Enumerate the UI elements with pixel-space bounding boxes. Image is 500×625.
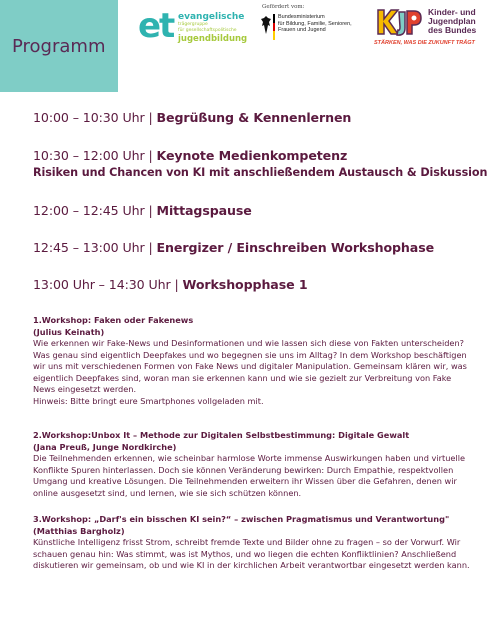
schedule-title: Workshopphase 1	[182, 277, 308, 292]
german-flag-icon	[273, 14, 275, 40]
ministry-line1: Bundesministerium	[278, 14, 325, 20]
schedule-subtitle: Risiken und Chancen von KI mit anschließendem Austausch & Diskussion	[33, 166, 488, 179]
kjp-logo	[372, 6, 496, 52]
et-logo-line2: trägergruppe	[178, 22, 208, 27]
workshop-lead: (Jana Preuß, Junge Nordkirche)	[33, 441, 177, 452]
ministry-line3: Frauen und Jugend	[278, 27, 326, 33]
schedule-title: Mittagspause	[156, 203, 252, 218]
schedule-time: 10:30 – 12:00 Uhr |	[33, 148, 157, 163]
workshop-lead: (Julius Keinath)	[33, 326, 105, 337]
workshop-description: Künstliche Intelligenz frisst Strom, schreibt fremde Texte und Bilder ohne zu fragen – so der Vorwurf. Wir schauen genau hin: Was stimmt, was ist Mythos, und wo liegen die echten Konfliktlinien? Anschließend diskutieren wir gemeinsam, ob und wie KI in der kirchlichen Arbeit verantwortbar eingesetzt werden kann.	[33, 537, 470, 570]
schedule-time: 10:00 – 10:30 Uhr |	[33, 110, 157, 125]
workshop-title: 1.Workshop: Faken oder Fakenews	[33, 315, 194, 325]
schedule-title: Keynote Medienkompetenz	[156, 148, 348, 163]
kjp-mark-icon	[374, 6, 424, 38]
ministry-logo	[260, 14, 360, 50]
workshop-description: Die Teilnehmenden erkennen, wie scheinbar harmlose Worte immense Auswirkungen haben und virtuelle Konflikte Spuren hinterlassen. Doch sie können Veränderung bewirken: Durch Empathie, respektvollen Umgang und kreative Lösungen. Die Teilnehmenden erweitern ihr Wissen über die Gefahren, denen wir online ausgesetzt sind, und lernen, wie sie sich schützen können.	[33, 453, 466, 498]
kjp-line3: des Bundes	[428, 25, 477, 35]
eagle-icon	[260, 14, 272, 36]
workshop-title: 2.Workshop:Unbox It – Methode zur Digitalen Selbstbestimmung: Digitale Gewalt	[33, 430, 410, 440]
workshop-2	[33, 430, 473, 499]
schedule-title: Energizer / Einschreiben Workshophase	[156, 240, 435, 255]
page-title: Programm	[12, 36, 106, 57]
schedule-time: 13:00 Uhr – 14:30 Uhr |	[33, 277, 183, 292]
et-mark-text: et	[138, 6, 174, 46]
title-banner	[0, 0, 118, 92]
schedule-item	[33, 277, 308, 292]
kjp-slogan: STÄRKEN, WAS DIE ZUKUNFT TRÄGT	[374, 40, 475, 46]
et-logo-mark	[138, 8, 173, 44]
schedule-item	[33, 148, 487, 179]
et-logo-line1: evangelische	[178, 12, 245, 22]
schedule-title: Begrüßung & Kennenlernen	[156, 110, 352, 125]
schedule-item	[33, 203, 252, 218]
funding-label: Gefördert vom:	[262, 4, 305, 10]
et-logo-line4: jugendbildung	[178, 34, 248, 44]
workshop-note: Hinweis: Bitte bringt eure Smartphones vollgeladen mit.	[33, 395, 264, 406]
workshop-title: 3.Workshop: „Darf's ein bisschen KI sein?“ – zwischen Pragmatismus und Verantwortung"	[33, 514, 450, 524]
workshop-3	[33, 514, 473, 572]
ministry-line2: für Bildung, Familie, Senioren,	[278, 20, 352, 27]
workshop-lead: (Matthias Bargholz)	[33, 525, 125, 536]
schedule-item	[33, 240, 434, 255]
schedule-item	[33, 110, 351, 125]
et-logo-line3: für gesellschaftspolitische	[178, 28, 237, 33]
workshop-1	[33, 315, 473, 407]
kjp-line1: Kinder- und	[428, 7, 476, 17]
kjp-line2: Jugendplan	[428, 16, 476, 26]
evangelische-traegergruppe-logo	[138, 8, 248, 50]
schedule-time: 12:00 – 12:45 Uhr |	[33, 203, 157, 218]
schedule-time: 12:45 – 13:00 Uhr |	[33, 240, 157, 255]
workshop-description: Wie erkennen wir Fake-News und Desinformationen und wie lassen sich diese von Fakten unterscheiden? Was genau sind eigentlich Deepfakes und wo begegnen sie uns im Alltag? In dem Workshop beschäftigen wir uns mit verschiedenen Formen von Fake News und digitaler Manipulation. Gemeinsam klären wir, was eigentlich Deepfakes sind, woran man sie erkennen kann und wie sie gezielt zur Verbreitung von Fake News eingesetzt werden.	[33, 338, 467, 394]
